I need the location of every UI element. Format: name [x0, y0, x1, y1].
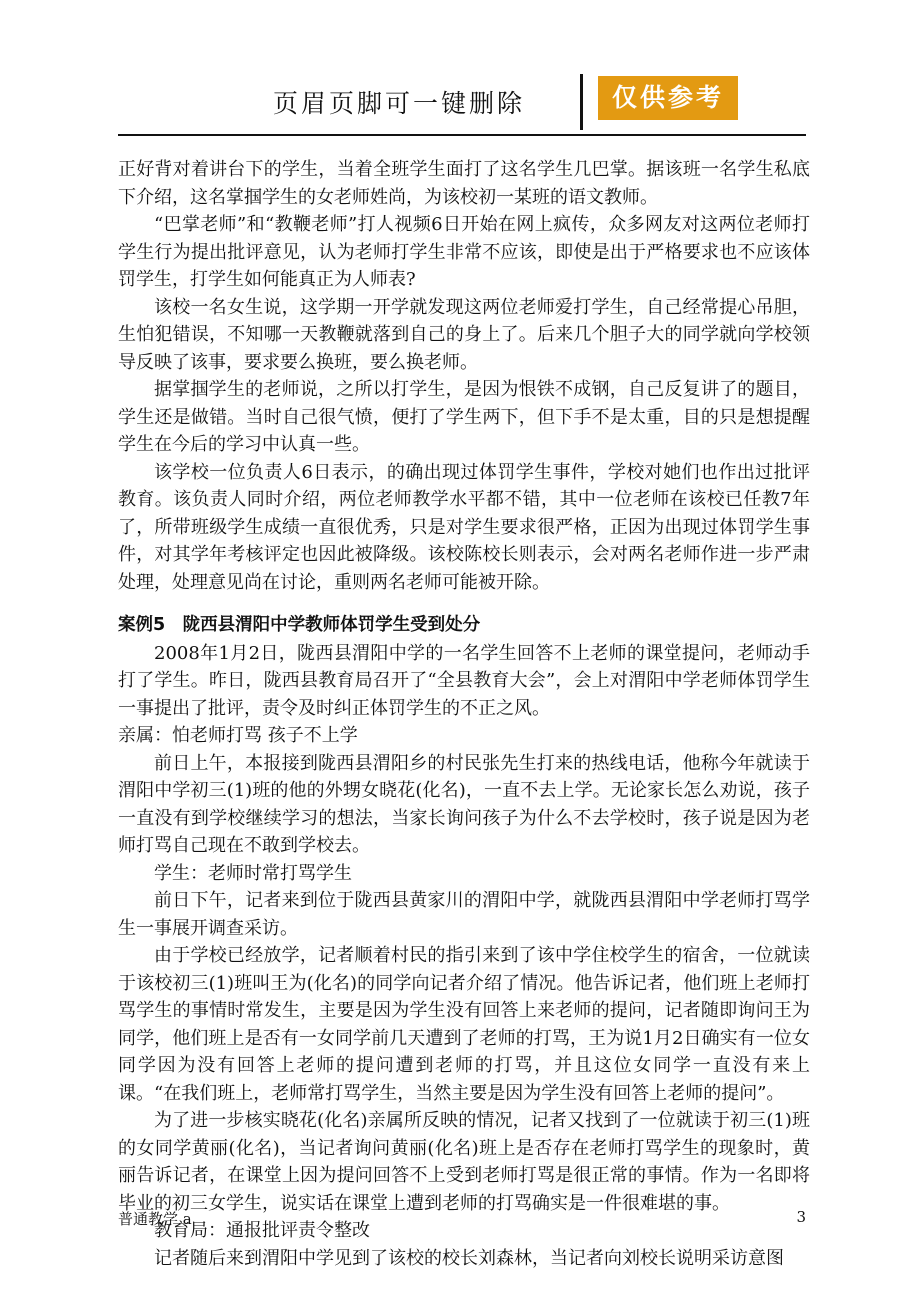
page-header	[118, 68, 806, 138]
paragraph: 据掌掴学生的老师说，之所以打学生，是因为恨铁不成钢，自己反复讲了的题目，学生还是做错。当时自己很气愤，便打了学生两下，但下手不是太重，目的只是想提醒学生在今后的学习中认真一些。	[118, 379, 810, 455]
paragraph: 为了进一步核实晓花(化名)亲属所反映的情况，记者又找到了一位就读于初三(1)班的女同学黄丽(化名)，当记者询问黄丽(化名)班上是否存在老师打骂学生的现象时，黄丽告诉记者，在课堂上因为提问回答不上受到老师打骂是很正常的事情。作为一名即将毕业的初三女学生，说实话在课堂上遭到老师的打骂确实是一件很难堪的事。	[118, 1110, 810, 1214]
header-divider	[580, 74, 583, 130]
reference-stamp: 仅供参考	[598, 76, 738, 120]
section-gap	[118, 596, 810, 612]
paragraph: “巴掌老师”和“教鞭老师”打人视频6日开始在网上疯传，众多网友对这两位老师打学生行为提出批评意见，认为老师打学生非常不应该，即使是出于严格要求也不应该体罚学生，打学生如何能真正为人师表?	[118, 214, 810, 290]
header-rule	[118, 134, 806, 136]
document-body	[118, 156, 810, 1272]
paragraph: 前日上午，本报接到陇西县渭阳乡的村民张先生打来的热线电话，他称今年就读于渭阳中学初三(1)班的他的外甥女晓花(化名)，一直不去上学。无论家长怎么劝说，孩子一直没有到学校继续学习的想法，当家长询问孩子为什么不去学校时，孩子说是因为老师打骂自己现在不敢到学校去。	[118, 752, 810, 856]
paragraph: 记者随后来到渭阳中学见到了该校的校长刘森林，当记者向刘校长说明采访意图	[154, 1247, 784, 1269]
header-title: 页眉页脚可一键删除	[273, 89, 526, 118]
paragraph: 正好背对着讲台下的学生，当着全班学生面打了这名学生几巴掌。据该班一名学生私底下介绍，这名掌掴学生的女老师姓尚，为该校初一某班的语文教师。	[118, 159, 810, 208]
page-footer	[118, 1208, 806, 1232]
subheading: 教育局：通报批评责令整改	[154, 1220, 370, 1241]
paragraph: 2008年1月2日，陇西县渭阳中学的一名学生回答不上老师的课堂提问，老师动手打了学生。昨日，陇西县教育局召开了“全县教育大会”，会上对渭阳中学老师体罚学生一事提出了批评，责令及时纠正体罚学生的不正之风。	[118, 642, 810, 719]
footer-label: 普通教学 a	[118, 1210, 192, 1228]
case-heading: 案例5 陇西县渭阳中学教师体罚学生受到处分	[118, 615, 481, 635]
paragraph: 前日下午，记者来到位于陇西县黄家川的渭阳中学，就陇西县渭阳中学老师打骂学生一事展开调查采访。	[118, 890, 810, 939]
subheading: 亲属：怕老师打骂 孩子不上学	[118, 725, 358, 746]
paragraph: 由于学校已经放学，记者顺着村民的指引来到了该中学住校学生的宿舍，一位就读于该校初三(1)班叫王为(化名)的同学向记者介绍了情况。他告诉记者，他们班上老师打骂学生的事情时常发生，主要是因为学生没有回答上来老师的提问，记者随即询问王为同学，他们班上是否有一女同学前几天遭到了老师的打骂，王为说1月2日确实有一位女同学因为没有回答上老师的提问遭到老师的打骂，并且这位女同学一直没有来上课。“在我们班上，老师常打骂学生，当然主要是因为学生没有回答上老师的提问”。	[118, 945, 810, 1104]
paragraph: 该校一名女生说，这学期一开学就发现这两位老师爱打学生，自己经常提心吊胆，生怕犯错误，不知哪一天教鞭就落到自己的身上了。后来几个胆子大的同学就向学校领导反映了该事，要求要么换班，要么换老师。	[118, 296, 810, 373]
subheading: 学生：老师时常打骂学生	[154, 862, 352, 884]
paragraph: 该学校一位负责人6日表示，的确出现过体罚学生事件，学校对她们也作出过批评教育。该负责人同时介绍，两位老师教学水平都不错，其中一位老师在该校已任教7年了，所带班级学生成绩一直很优秀，只是对学生要求很严格，正因为出现过体罚学生事件，对其学年考核评定也因此被降级。该校陈校长则表示，会对两名老师作进一步严肃处理，处理意见尚在讨论，重则两名老师可能被开除。	[118, 461, 810, 593]
page-number: 3	[796, 1208, 806, 1226]
